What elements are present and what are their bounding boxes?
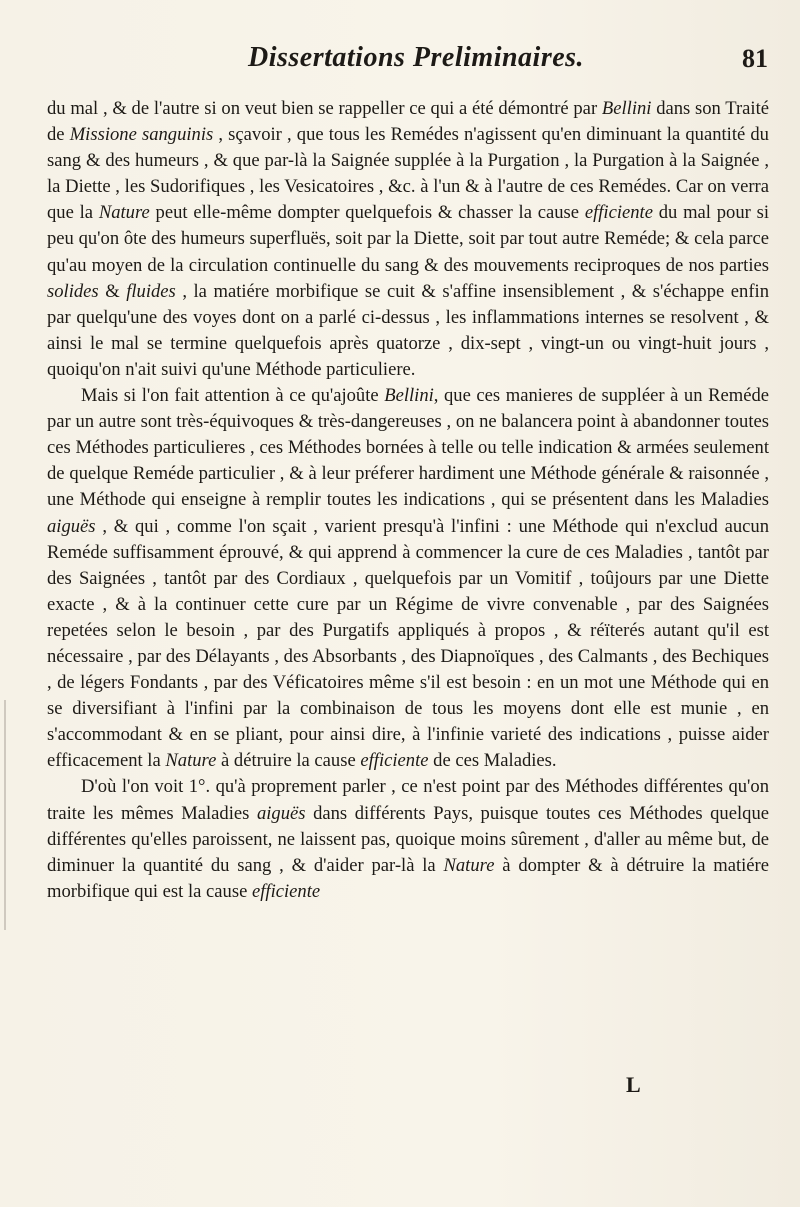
paragraph xyxy=(47,383,769,774)
text-run: D'où l'on voit 1°. qu'à proprement parler , ce n'est point par des Méthodes différentes qu'on traite les mêmes Maladies xyxy=(47,776,769,824)
italic-term: fluides xyxy=(126,280,176,302)
italic-term: Nature xyxy=(165,750,217,772)
italic-term: Bellini xyxy=(384,385,434,407)
italic-term: Bellini xyxy=(601,98,652,119)
text-run: à dompter & à détruire la matiére morbifique qui est la cause xyxy=(47,854,769,902)
margin-shadow xyxy=(4,700,6,930)
italic-term: efficiente xyxy=(252,880,321,902)
text-run: de ces Maladies. xyxy=(428,750,557,772)
paragraph xyxy=(47,96,769,383)
body-text xyxy=(47,96,769,905)
text-run: , & qui , comme l'on sçait , varient presqu'à l'infini : une Méthode qui n'exclud aucun Reméde suffisamment éprouvé, & qui apprend à commencer la cure de ces Maladies , tantôt par des Saignées , tantôt par des Cordiaux , quelquefois par un Vomitif , toûjours par une Diette exacte , & à la continuer cette cure par un Régime de vivre convenable , par des Saignées repetées selon le besoin , par des Purgatifs appliqués à propos , & réïterés autant qu'il est nécessaire , par des Délayants , des Absorbants , des Diapnoïques , des Calmants , des Bechiques , de légers Fondants , par des Véficatoires même s'il est besoin : en un mot une Méthode qui en se diversifiant à l'infini par la combinaison de tous les moyens dont elle est munie , en s'accommodant & en se pliant, pour ainsi dire, à l'infinie varieté des indications , puisse aider efficacement la xyxy=(47,515,769,772)
text-run: & xyxy=(98,280,127,302)
italic-term: efficiente xyxy=(584,202,653,224)
text-run: du mal , & de l'autre si on veut bien se rappeller ce qui a été démontré par xyxy=(47,98,602,119)
text-run: à détruire la cause xyxy=(216,750,361,772)
page-number: 81 xyxy=(742,44,768,73)
paragraph xyxy=(47,774,769,904)
italic-term: Nature xyxy=(443,854,495,876)
text-run: peut elle-même dompter quelquefois & chasser la cause xyxy=(149,202,585,224)
running-title: Dissertations Preliminaires. xyxy=(248,42,585,73)
text-run: , sçavoir , que tous les Remédes n'agissent qu'en diminuant la quantité du sang & des humeurs , & que par-là la Saignée supplée à la Purgation , la Purgation à la Saignée , la Diette , les Sudorifiques , les Vesicatoires , &c. à l'un & à l'autre de ces Remédes. Car on verra que la xyxy=(47,124,769,224)
text-run: dans son Traité de xyxy=(47,98,769,146)
text-run: Mais si l'on fait attention à ce qu'ajoûte xyxy=(81,385,385,407)
italic-term: efficiente xyxy=(360,750,429,772)
text-run: du mal pour si peu qu'on ôte des humeurs superfluës, soit par la Diette, soit par tout autre Reméde; & cela parce qu'au moyen de la circulation continuelle du sang & des mouvements reciproques de nos parties xyxy=(47,202,769,276)
page-header xyxy=(0,42,800,92)
italic-term: aiguës xyxy=(47,515,96,537)
italic-term: Missione sanguinis xyxy=(69,124,214,146)
text-run: , la matiére morbifique se cuit & s'affine insensiblement , & s'échappe enfin par quelqu'une des voyes dont on a parlé ci-dessus , les inflammations internes se resolvent , & ainsi le mal se termine quelquefois après quatorze , dix-sept , vingt-un ou vingt-huit jours , quoiqu'on n'ait suivi qu'une Méthode particuliere. xyxy=(47,280,769,380)
signature-mark: L xyxy=(626,1072,641,1097)
italic-term: Nature xyxy=(98,202,150,224)
text-run: dans différents Pays, puisque toutes ces Méthodes quelque différentes qu'elles paroissent, ne laissent pas, quoique moins sûrement , d'aller au même but, de diminuer la quantité du sang , & d'aider par-là la xyxy=(47,802,769,876)
italic-term: solides xyxy=(47,280,99,302)
italic-term: aiguës xyxy=(256,802,306,824)
text-run: , que ces manieres de suppléer à un Reméde par un autre sont très-équivoques & très-dangereuses , on ne balancera point à abandonner toutes ces Méthodes particulieres , ces Méthodes bornées à telle ou telle indication & armées seulement de quelque Reméde particulier , & à leur préferer hardiment une Méthode générale & raisonnée , une Méthode qui enseigne à remplir toutes les indications , qui se présentent dans les Maladies xyxy=(47,385,769,511)
